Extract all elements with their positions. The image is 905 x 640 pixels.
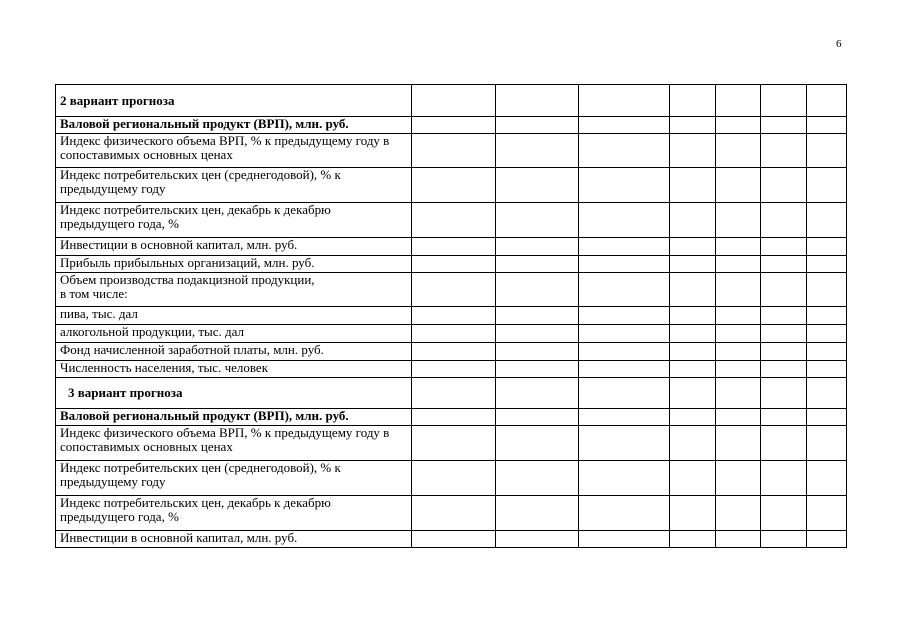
table-row bbox=[56, 238, 847, 256]
value-cell bbox=[716, 426, 761, 461]
table-row bbox=[56, 361, 847, 378]
value-cell bbox=[761, 426, 807, 461]
value-cell bbox=[579, 85, 670, 117]
row-label: Прибыль прибыльных организаций, млн. руб. bbox=[56, 256, 412, 273]
section-title: 3 вариант прогноза bbox=[56, 378, 412, 409]
value-cell bbox=[807, 203, 847, 238]
table-row bbox=[56, 273, 847, 307]
section-title: 2 вариант прогноза bbox=[56, 85, 412, 117]
value-cell bbox=[579, 361, 670, 378]
table-row bbox=[56, 409, 847, 426]
value-cell bbox=[412, 378, 496, 409]
value-cell bbox=[496, 426, 579, 461]
value-cell bbox=[579, 273, 670, 307]
value-cell bbox=[579, 307, 670, 325]
value-cell bbox=[670, 134, 716, 168]
value-cell bbox=[579, 238, 670, 256]
value-cell bbox=[807, 461, 847, 496]
value-cell bbox=[579, 461, 670, 496]
value-cell bbox=[670, 496, 716, 531]
value-cell bbox=[807, 409, 847, 426]
value-cell bbox=[761, 273, 807, 307]
value-cell bbox=[761, 461, 807, 496]
value-cell bbox=[412, 238, 496, 256]
value-cell bbox=[761, 203, 807, 238]
value-cell bbox=[761, 117, 807, 134]
value-cell bbox=[496, 273, 579, 307]
table-row bbox=[56, 531, 847, 548]
table-row bbox=[56, 461, 847, 496]
value-cell bbox=[807, 378, 847, 409]
value-cell bbox=[716, 117, 761, 134]
value-cell bbox=[412, 343, 496, 361]
value-cell bbox=[807, 273, 847, 307]
table-row bbox=[56, 85, 847, 117]
value-cell bbox=[761, 168, 807, 203]
row-label: Индекс потребительских цен (среднегодовой), % к предыдущему году bbox=[56, 461, 412, 496]
value-cell bbox=[670, 325, 716, 343]
value-cell bbox=[670, 343, 716, 361]
value-cell bbox=[412, 361, 496, 378]
value-cell bbox=[716, 531, 761, 548]
value-cell bbox=[716, 256, 761, 273]
value-cell bbox=[670, 273, 716, 307]
value-cell bbox=[807, 168, 847, 203]
value-cell bbox=[496, 134, 579, 168]
value-cell bbox=[716, 168, 761, 203]
row-label: алкогольной продукции, тыс. дал bbox=[56, 325, 412, 343]
value-cell bbox=[807, 531, 847, 548]
value-cell bbox=[579, 378, 670, 409]
value-cell bbox=[579, 134, 670, 168]
value-cell bbox=[716, 461, 761, 496]
table-row bbox=[56, 496, 847, 531]
value-cell bbox=[496, 238, 579, 256]
value-cell bbox=[807, 343, 847, 361]
value-cell bbox=[761, 256, 807, 273]
row-label: Валовой региональный продукт (ВРП), млн. руб. bbox=[56, 117, 412, 134]
value-cell bbox=[807, 426, 847, 461]
row-label: Валовой региональный продукт (ВРП), млн. руб. bbox=[56, 409, 412, 426]
value-cell bbox=[496, 409, 579, 426]
table-row bbox=[56, 168, 847, 203]
value-cell bbox=[807, 238, 847, 256]
value-cell bbox=[716, 85, 761, 117]
value-cell bbox=[579, 168, 670, 203]
value-cell bbox=[579, 409, 670, 426]
row-label: Индекс потребительских цен, декабрь к декабрю предыдущего года, % bbox=[56, 203, 412, 238]
value-cell bbox=[579, 496, 670, 531]
value-cell bbox=[412, 496, 496, 531]
value-cell bbox=[412, 168, 496, 203]
value-cell bbox=[670, 378, 716, 409]
value-cell bbox=[716, 325, 761, 343]
value-cell bbox=[412, 461, 496, 496]
value-cell bbox=[670, 531, 716, 548]
row-label: Индекс физического объема ВРП, % к предыдущему году в сопоставимых основных ценах bbox=[56, 134, 412, 168]
value-cell bbox=[412, 409, 496, 426]
value-cell bbox=[412, 325, 496, 343]
value-cell bbox=[670, 361, 716, 378]
row-label: Инвестиции в основной капитал, млн. руб. bbox=[56, 238, 412, 256]
value-cell bbox=[496, 461, 579, 496]
value-cell bbox=[670, 85, 716, 117]
value-cell bbox=[579, 343, 670, 361]
value-cell bbox=[496, 168, 579, 203]
table-row bbox=[56, 117, 847, 134]
value-cell bbox=[579, 256, 670, 273]
value-cell bbox=[716, 409, 761, 426]
row-label: Фонд начисленной заработной платы, млн. руб. bbox=[56, 343, 412, 361]
value-cell bbox=[496, 325, 579, 343]
value-cell bbox=[670, 307, 716, 325]
value-cell bbox=[761, 378, 807, 409]
value-cell bbox=[807, 85, 847, 117]
table-row bbox=[56, 256, 847, 273]
row-label: Численность населения, тыс. человек bbox=[56, 361, 412, 378]
value-cell bbox=[716, 307, 761, 325]
value-cell bbox=[496, 85, 579, 117]
table-row bbox=[56, 378, 847, 409]
value-cell bbox=[412, 531, 496, 548]
value-cell bbox=[670, 461, 716, 496]
table-row bbox=[56, 134, 847, 168]
value-cell bbox=[579, 426, 670, 461]
value-cell bbox=[761, 409, 807, 426]
value-cell bbox=[496, 203, 579, 238]
value-cell bbox=[807, 256, 847, 273]
value-cell bbox=[716, 361, 761, 378]
value-cell bbox=[496, 343, 579, 361]
value-cell bbox=[412, 307, 496, 325]
value-cell bbox=[496, 307, 579, 325]
value-cell bbox=[412, 134, 496, 168]
value-cell bbox=[496, 256, 579, 273]
value-cell bbox=[807, 361, 847, 378]
table-row bbox=[56, 325, 847, 343]
value-cell bbox=[412, 256, 496, 273]
value-cell bbox=[807, 117, 847, 134]
row-label: Индекс потребительских цен (среднегодовой), % к предыдущему году bbox=[56, 168, 412, 203]
value-cell bbox=[670, 238, 716, 256]
value-cell bbox=[496, 496, 579, 531]
value-cell bbox=[412, 273, 496, 307]
value-cell bbox=[412, 117, 496, 134]
value-cell bbox=[716, 203, 761, 238]
value-cell bbox=[807, 307, 847, 325]
value-cell bbox=[761, 85, 807, 117]
value-cell bbox=[412, 426, 496, 461]
value-cell bbox=[412, 85, 496, 117]
row-label: Индекс физического объема ВРП, % к предыдущему году в сопоставимых основных ценах bbox=[56, 426, 412, 461]
value-cell bbox=[579, 325, 670, 343]
row-label: Инвестиции в основной капитал, млн. руб. bbox=[56, 531, 412, 548]
value-cell bbox=[496, 117, 579, 134]
row-label: пива, тыс. дал bbox=[56, 307, 412, 325]
value-cell bbox=[761, 343, 807, 361]
value-cell bbox=[412, 203, 496, 238]
value-cell bbox=[496, 531, 579, 548]
value-cell bbox=[716, 134, 761, 168]
value-cell bbox=[579, 531, 670, 548]
value-cell bbox=[670, 256, 716, 273]
value-cell bbox=[761, 307, 807, 325]
value-cell bbox=[761, 531, 807, 548]
value-cell bbox=[579, 203, 670, 238]
value-cell bbox=[670, 117, 716, 134]
page-number: 6 bbox=[836, 38, 842, 50]
value-cell bbox=[670, 409, 716, 426]
table-row bbox=[56, 426, 847, 461]
value-cell bbox=[496, 361, 579, 378]
table-row bbox=[56, 343, 847, 361]
forecast-table bbox=[55, 84, 847, 548]
value-cell bbox=[761, 325, 807, 343]
value-cell bbox=[807, 496, 847, 531]
value-cell bbox=[716, 343, 761, 361]
value-cell bbox=[716, 378, 761, 409]
value-cell bbox=[670, 426, 716, 461]
table-row bbox=[56, 307, 847, 325]
value-cell bbox=[807, 325, 847, 343]
row-label: Индекс потребительских цен, декабрь к декабрю предыдущего года, % bbox=[56, 496, 412, 531]
value-cell bbox=[579, 117, 670, 134]
value-cell bbox=[670, 168, 716, 203]
value-cell bbox=[761, 361, 807, 378]
row-label: Объем производства подакцизной продукции, в том числе: bbox=[56, 273, 412, 307]
value-cell bbox=[761, 496, 807, 531]
value-cell bbox=[670, 203, 716, 238]
value-cell bbox=[496, 378, 579, 409]
value-cell bbox=[761, 238, 807, 256]
value-cell bbox=[761, 134, 807, 168]
value-cell bbox=[716, 238, 761, 256]
table-row bbox=[56, 203, 847, 238]
value-cell bbox=[716, 496, 761, 531]
value-cell bbox=[716, 273, 761, 307]
value-cell bbox=[807, 134, 847, 168]
